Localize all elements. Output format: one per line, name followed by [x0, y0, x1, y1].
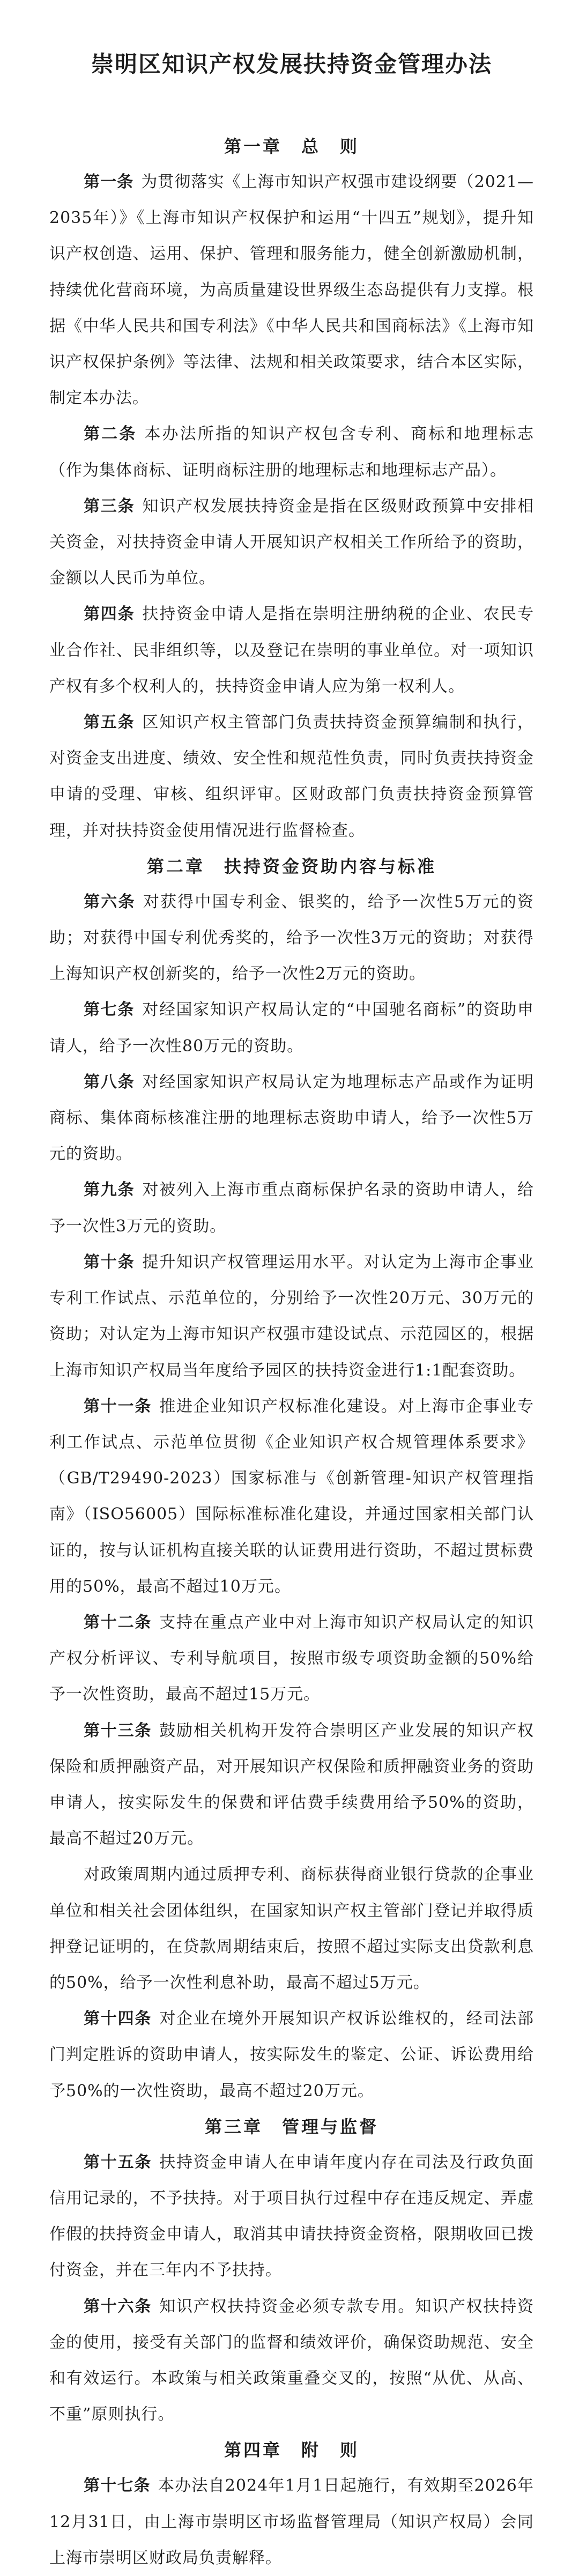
- chapter-2: [49, 849, 534, 2109]
- article-text: 鼓励相关机构开发符合崇明区产业发展的知识产权保险和质押融资产品，对开展知识产权保险和质押融资业务的资助申请人，按实际发生的保费和评估费手续费用给予50%的资助，最高不超过20万元。: [49, 1721, 535, 1849]
- article-text: 对政策周期内通过质押专利、商标获得商业银行贷款的企事业单位和相关社会团体组织，在国家知识产权主管部门登记并取得质押登记证明的，在贷款周期结束后，按照不超过实际支出贷款利息的50%，给予一次性利息补助，最高不超过5万元。: [49, 1865, 534, 1992]
- article-text: 对获得中国专利金、银奖的，给予一次性5万元的资助；对获得中国专利优秀奖的，给予一次性3万元的资助；对获得上海知识产权创新奖的，给予一次性2万元的资助。: [49, 892, 535, 984]
- article-paragraph: [49, 2001, 534, 2109]
- article-paragraph: [49, 164, 534, 416]
- article-paragraph: [49, 596, 534, 704]
- chapter-title: 第三章 管理与监督: [204, 2116, 378, 2137]
- article-text: 知识产权发展扶持资金是指在区级财政预算中安排相关资金，对扶持资金申请人开展知识产权相关工作所给予的资助，金额以人民币为单位。: [49, 496, 535, 588]
- document-title: 崇明区知识产权发展扶持资金管理办法: [91, 51, 492, 77]
- article-text: 对企业在境外开展知识产权诉讼维权的，经司法部门判定胜诉的资助申请人，按实际发生的鉴定、公证、诉讼费用给予50%的一次性资助，最高不超过20万元。: [49, 2009, 535, 2100]
- chapter-3: [49, 2109, 534, 2433]
- chapter-4: [49, 2432, 534, 2576]
- article-number: 第十六条: [84, 2297, 152, 2316]
- article-text: 为贯彻落实《上海市知识产权强市建设纲要（2021—2035年）》《上海市知识产权保护和运用“十四五”规划》，提升知识产权创造、运用、保护、管理和服务能力，健全创新激励机制，持续优化营商环境，为高质量建设世界级生态岛提供有力支撑。根据《中华人民共和国专利法》《中华人民共和国商标法》《上海市知识产权保护条例》等法律、法规和相关政策要求，结合本区实际，制定本办法。: [49, 173, 534, 408]
- article-number: 第十三条: [84, 1721, 152, 1740]
- article-paragraph: [49, 416, 534, 488]
- article-text: 知识产权扶持资金必须专款专用。知识产权扶持资金的使用，接受有关部门的监督和绩效评价，确保资助规范、安全和有效运行。本政策与相关政策重叠交叉的，按照“从优、从高、不重”原则执行。: [49, 2297, 535, 2424]
- article-text: 本办法所指的知识产权包含专利、商标和地理标志（作为集体商标、证明商标注册的地理标志和地理标志产品）。: [49, 425, 534, 480]
- article-text: 对被列入上海市重点商标保护名录的资助申请人，给予一次性3万元的资助。: [49, 1181, 535, 1236]
- chapter-title: 第二章 扶持资金资助内容与标准: [146, 856, 436, 877]
- article-text: 提升知识产权管理运用水平。对认定为上海市企事业专利工作试点、示范单位的，分别给予一次性20万元、30万元的资助；对认定为上海市知识产权强市建设试点、示范园区的，根据上海市知识产权局当年度给予园区的扶持资金进行1:1配套资助。: [49, 1252, 535, 1380]
- article-text: 对经国家知识产权局认定为地理标志产品或作为证明商标、集体商标核准注册的地理标志资助申请人，给予一次性5万元的资助。: [49, 1072, 535, 1164]
- article-paragraph: [49, 704, 534, 849]
- article-number: 第十条: [84, 1252, 135, 1272]
- article-number: 第十二条: [84, 1613, 152, 1632]
- article-text: 扶持资金申请人是指在崇明注册纳税的企业、农民专业合作社、民非组织等，以及登记在崇明的事业单位。对一项知识产权有多个权利人的，扶持资金申请人应为第一权利人。: [49, 605, 535, 696]
- article-number: 第三条: [84, 496, 135, 516]
- article-number: 第四条: [84, 605, 135, 624]
- article-number: 第十一条: [84, 1397, 152, 1416]
- article-number: 第六条: [84, 892, 136, 911]
- article-number: 第十五条: [84, 2152, 152, 2172]
- article-number: 第七条: [84, 1000, 135, 1020]
- article-text: 区知识产权主管部门负责扶持资金预算编制和执行，对资金支出进度、绩效、安全性和规范性负责，同时负责扶持资金申请的受理、审核、组织评审。区财政部门负责扶持资金预算管理，并对扶持资金使用情况进行监督检查。: [49, 713, 535, 840]
- article-number: 第二条: [84, 425, 137, 444]
- article-paragraph: [49, 2144, 534, 2289]
- article-paragraph: [49, 1064, 534, 1172]
- article-text: 对经国家知识产权局认定的“中国驰名商标”的资助申请人，给予一次性80万元的资助。: [49, 1000, 534, 1056]
- article-text: 推进企业知识产权标准化建设。对上海市企事业专利工作试点、示范单位贯彻《企业知识产权合规管理体系要求》（GB/T29490-2023）国家标准与《创新管理-知识产权管理指南》（ISO56005）国际标准标准化建设，并通过国家相关部门认证的，按与认证机构直接关联的认证费用进行资助，不超过贯标费用的50%，最高不超过10万元。: [49, 1397, 535, 1596]
- article-text: 支持在重点产业中对上海市知识产权局认定的知识产权分析评议、专利导航项目，按照市级专项资助金额的50%给予一次性资助，最高不超过15万元。: [49, 1613, 535, 1704]
- article-paragraph: [49, 1244, 534, 1389]
- article-number: 第八条: [84, 1072, 135, 1092]
- chapter-1: [49, 129, 534, 849]
- article-number: 第十七条: [84, 2476, 151, 2496]
- article-paragraph: [49, 488, 534, 597]
- article-paragraph: [49, 1172, 534, 1244]
- article-text: 扶持资金申请人在申请年度内存在司法及行政负面信用记录的，不予扶持。对于项目执行过程中存在违反规定、弄虚作假的扶持资金申请人，取消其申请扶持资金资格，限期收回已拨付资金，并在三年内不予扶持。: [49, 2152, 535, 2280]
- article-paragraph: [49, 1857, 534, 2001]
- article-text: 本办法自2024年1月1日起施行，有效期至2026年12月31日，由上海市崇明区市场监督管理局（知识产权局）会同上海市崇明区财政局负责解释。: [49, 2476, 535, 2567]
- chapter-title: 第一章 总 则: [224, 136, 359, 157]
- article-number: 第一条: [84, 173, 134, 191]
- article-paragraph: [49, 884, 534, 992]
- article-paragraph: [49, 1389, 534, 1605]
- article-number: 第十四条: [84, 2009, 152, 2029]
- article-paragraph: [49, 2468, 534, 2576]
- article-number: 第五条: [84, 713, 135, 732]
- article-paragraph: [49, 1605, 534, 1713]
- article-paragraph: [49, 992, 534, 1064]
- article-paragraph: [49, 2289, 534, 2433]
- article-number: 第九条: [84, 1181, 135, 1200]
- chapter-title: 第四章 附 则: [224, 2440, 359, 2461]
- article-paragraph: [49, 1713, 534, 1857]
